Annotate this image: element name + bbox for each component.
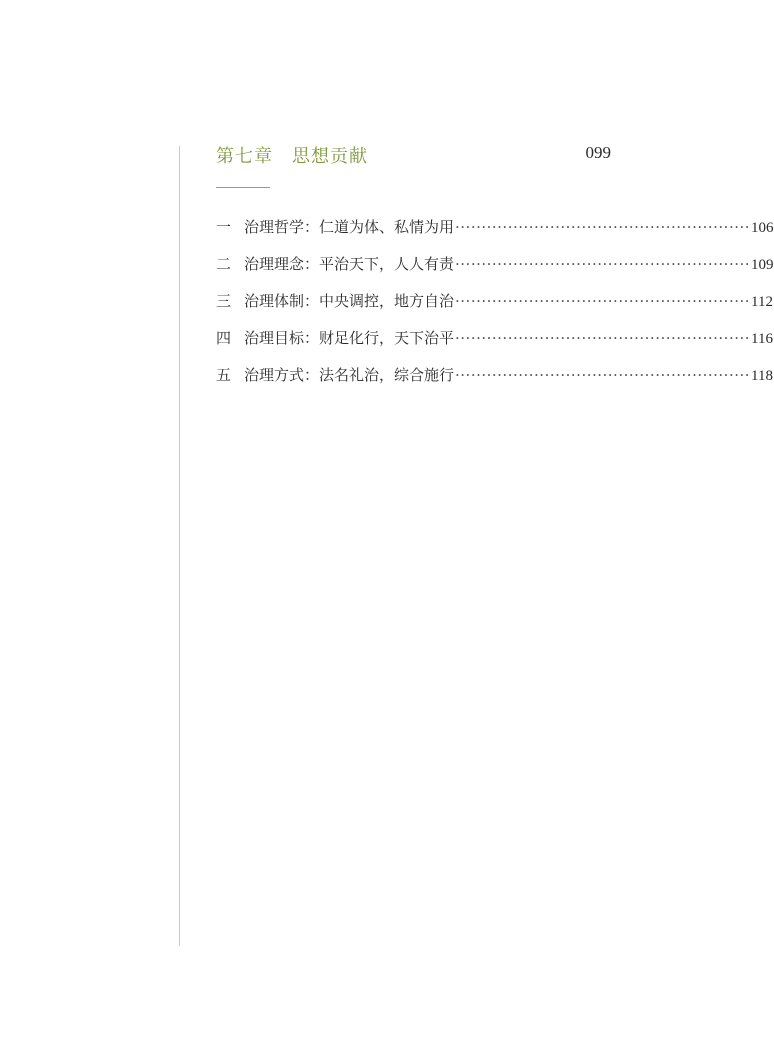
- toc-entry-number: 二: [216, 255, 232, 273]
- leader-dots: ························································: [455, 366, 751, 384]
- toc-entry-label: 治理目标：财足化行，天下治平: [244, 329, 455, 347]
- toc-entry[interactable]: [216, 216, 774, 253]
- title-underline: [216, 187, 270, 188]
- chapter-title: 第七章 思想贡献: [216, 146, 368, 167]
- toc-entry[interactable]: [216, 327, 773, 364]
- toc-entry-label: 治理理念：平治天下，人人有责: [244, 255, 455, 273]
- toc-entry[interactable]: [216, 290, 773, 327]
- toc-entry-page: 106: [751, 220, 774, 236]
- toc-entry-number: 三: [216, 292, 232, 310]
- toc-entry-page: 118: [751, 368, 773, 384]
- leader-dots: ························································: [455, 292, 751, 310]
- leader-dots: ························································: [455, 255, 751, 273]
- toc-entry-number: 四: [216, 329, 232, 347]
- toc-entry-page: 116: [751, 331, 773, 347]
- toc-entry-page: 109: [751, 257, 774, 273]
- chapter-page-number: 099: [585, 143, 611, 162]
- chapter-heading: [216, 142, 611, 172]
- margin-line: [179, 146, 180, 946]
- toc-entry-page: 112: [751, 294, 773, 310]
- toc-entry[interactable]: [216, 364, 773, 401]
- toc-entry-number: 一: [216, 218, 232, 236]
- table-of-contents: [216, 216, 774, 401]
- toc-entry-label: 治理方式：法名礼治，综合施行: [244, 366, 455, 384]
- leader-dots: ························································: [455, 329, 751, 347]
- toc-entry-label: 治理体制：中央调控，地方自治: [244, 292, 455, 310]
- toc-entry-number: 五: [216, 366, 232, 384]
- leader-dots: ························································: [455, 218, 751, 236]
- toc-entry[interactable]: [216, 253, 774, 290]
- toc-entry-label: 治理哲学：仁道为体、私情为用: [244, 218, 455, 236]
